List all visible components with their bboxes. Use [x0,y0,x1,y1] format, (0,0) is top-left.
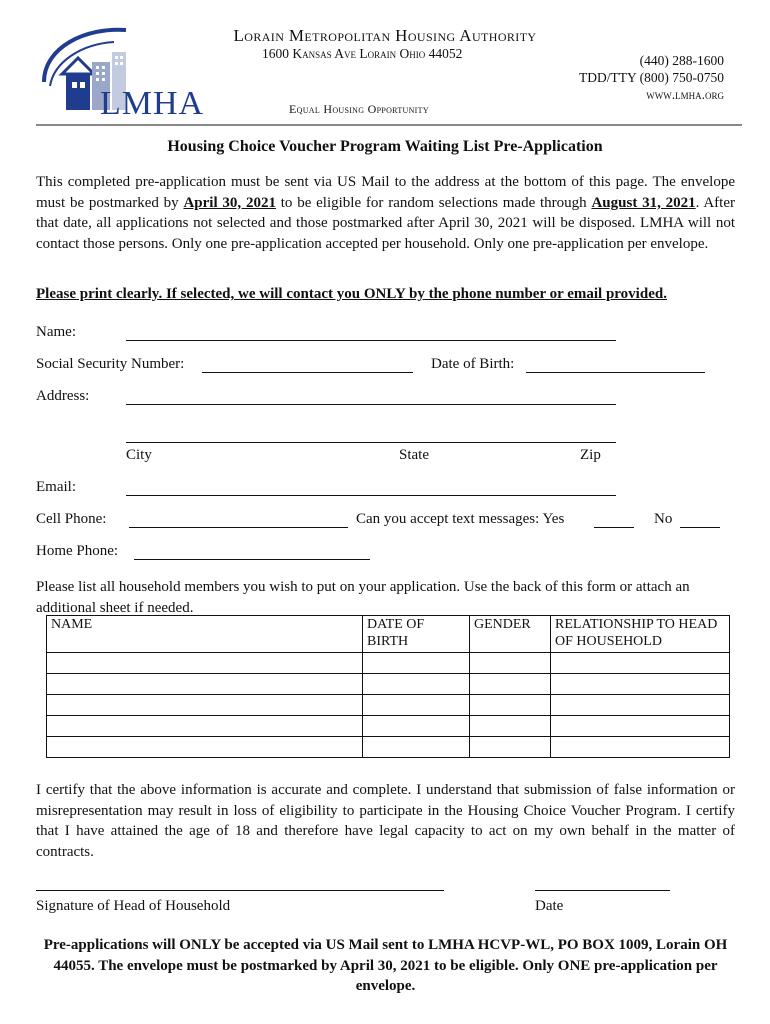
zip-label: Zip [580,447,601,463]
email-label: Email: [36,479,76,495]
org-address: 1600 Kansas Ave Lorain Ohio 44052 [262,46,463,61]
cell-relationship[interactable] [551,695,730,716]
website: www.lmha.org [646,87,724,102]
cell-gender[interactable] [470,695,551,716]
cell-dob[interactable] [363,737,470,758]
cell-gender[interactable] [470,716,551,737]
cell-name[interactable] [47,737,363,758]
cell-relationship[interactable] [551,674,730,695]
cell-field[interactable] [129,527,348,528]
header-name: NAME [47,616,363,653]
tdd: TDD/TTY (800) 750-0750 [579,70,724,85]
address-line-2[interactable] [126,442,616,443]
logo-text: LMHA [100,85,205,122]
household-instructions: Please list all household members you wish to put on your application. Use the back of this form or attach an additional sheet if needed. [36,579,690,616]
cell-dob[interactable] [363,695,470,716]
cell-relationship[interactable] [551,737,730,758]
cell-gender[interactable] [470,737,551,758]
cell-relationship[interactable] [551,653,730,674]
table-row [47,737,730,758]
phone: (440) 288-1600 [639,53,724,68]
text-no-field[interactable] [680,527,720,528]
final-notice: Pre-applications will ONLY be accepted via US Mail sent to LMHA HCVP-WL, PO BOX 1009, Lorain OH 44055. The envelope must be postmarked by April 30, 2021 to be eligible. Only ONE pre-application per envelope. [43,937,728,995]
cell-name[interactable] [47,674,363,695]
email-field[interactable] [126,495,616,496]
table-row [47,653,730,674]
home-phone-label: Home Phone: [36,543,119,559]
household-table [46,615,730,758]
dob-label: Date of Birth: [431,356,515,372]
signature-line[interactable] [36,890,444,891]
cell-relationship[interactable] [551,716,730,737]
name-label: Name: [36,324,76,340]
date-line[interactable] [535,890,670,891]
contact-block [579,52,724,103]
state-label: State [399,447,429,463]
cell-gender[interactable] [470,653,551,674]
text-question: Can you accept text messages: Yes [356,511,565,527]
postmark-date: April 30, 2021 [183,194,276,211]
text-yes-field[interactable] [594,527,634,528]
header-dob: DATE OF BIRTH [363,616,470,653]
ssn-label: Social Security Number: [36,356,185,372]
print-notice: Please print clearly. If selected, we will contact you ONLY by the phone number or email provided. [36,286,667,302]
org-name: Lorain Metropolitan Housing Authority [233,26,537,45]
selection-date: August 31, 2021 [591,194,696,211]
form-title: Housing Choice Voucher Program Waiting List Pre-Application [167,138,603,155]
cell-dob[interactable] [363,674,470,695]
city-label: City [126,447,152,463]
name-field[interactable] [126,340,616,341]
header-relationship: RELATIONSHIP TO HEAD OF HOUSEHOLD [551,616,730,653]
equal-housing-text: Equal Housing Opportunity [289,102,429,116]
header-rule [36,124,742,126]
home-phone-field[interactable] [134,559,370,560]
intro-paragraph: This completed pre-application must be sent via US Mail to the address at the bottom of this page. The envelope must be postmarked by April 30, 2021 to be eligible for random selections made through August 31, 2021. After that date, all applications not selected and those postmarked after April 30, 2021 will be disposed. LMHA will not contact those persons. Only one pre-application accepted per household. Only one pre-application per envelope. [36,174,735,252]
cell-gender[interactable] [470,674,551,695]
table-row [47,716,730,737]
text-no-label: No [654,511,673,527]
address-label: Address: [36,388,90,404]
certification-paragraph: I certify that the above information is accurate and complete. I understand that submission of false information or misrepresentation may result in loss of eligibility to participate in the Housing Choice Voucher Program. I certify that I have attained the age of 18 and therefore have legal capacity to act on my own behalf in the matter of contracts. [36,782,735,860]
cell-name[interactable] [47,695,363,716]
dob-field[interactable] [526,372,705,373]
signature-label: Signature of Head of Household [36,898,231,914]
ssn-field[interactable] [202,372,413,373]
cell-dob[interactable] [363,653,470,674]
table-row [47,695,730,716]
address-line-1[interactable] [126,404,616,405]
cell-dob[interactable] [363,716,470,737]
header-gender: GENDER [470,616,551,653]
table-header-row [47,616,730,653]
date-label: Date [535,898,564,914]
cell-label: Cell Phone: [36,511,107,527]
table-row [47,674,730,695]
cell-name[interactable] [47,653,363,674]
cell-name[interactable] [47,716,363,737]
